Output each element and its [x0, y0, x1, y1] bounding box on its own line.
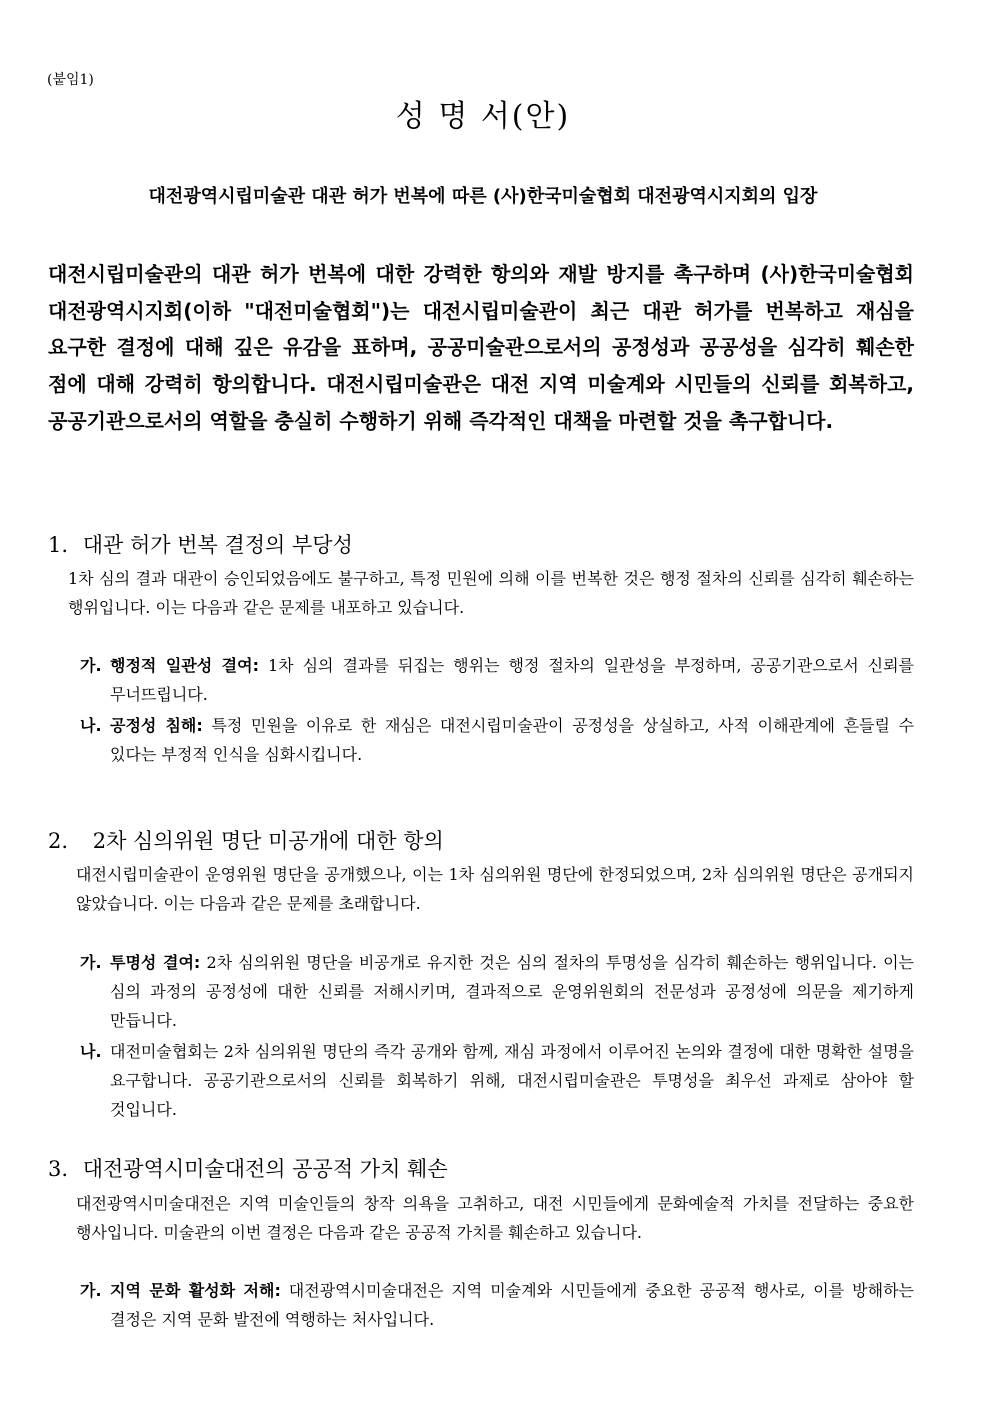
item-text: 특정 민원을 이유로 한 재심은 대전시립미술관이 공정성을 상실하고, 사적 이해관계에 흔들릴 수 있다는 부정적 인식을 심화시킵니다.: [110, 716, 915, 764]
section-3-title: 대전광역시미술대전의 공공적 가치 훼손: [82, 1157, 448, 1181]
section-2-item-1: [80, 948, 914, 1035]
item-marker: 가.: [80, 1281, 102, 1300]
section-1-heading: [48, 530, 353, 560]
section-2-item-2: [80, 1037, 914, 1124]
section-3-heading: [48, 1154, 448, 1184]
section-1-title: 대관 허가 번복 결정의 부당성: [82, 533, 353, 557]
section-2-number: 2.: [48, 829, 69, 853]
section-3-number: 3.: [48, 1157, 69, 1181]
document-subtitle: 대전광역시립미술관 대관 허가 번복에 따른 (사)한국미술협회 대전광역시지회의 입장: [148, 186, 818, 207]
section-2-title: 2차 심의위원 명단 미공개에 대한 항의: [92, 829, 444, 853]
section-1-item-2: [80, 711, 914, 769]
attachment-label: (붙임1): [47, 72, 94, 88]
item-text: 대전광역시미술대전은 지역 미술계와 시민들에게 중요한 공공적 행사로, 이를 방해하는 결정은 지역 문화 발전에 역행하는 처사입니다.: [110, 1281, 914, 1329]
intro-paragraph: 대전시립미술관의 대관 허가 번복에 대한 강력한 항의와 재발 방지를 촉구하며 (사)한국미술협회 대전광역시지회(이하 "대전미술협회")는 대전시립미술관이 최근 대관 허가를 번복하고 재심을 요구한 결정에 대해 깊은 유감을 표하며, 공공미술관으로서의 공정성과 공공성을 심각히 훼손한 점에 대해 강력히 항의합니다. 대전시립미술관은 대전 지역 미술계와 시민들의 신뢰를 회복하고, 공공기관으로서의 역할을 충실히 수행하기 위해 즉각적인 대책을 마련할 것을 촉구합니다.: [48, 262, 914, 433]
section-1-body: 1차 심의 결과 대관이 승인되었음에도 불구하고, 특정 민원에 의해 이를 번복한 것은 행정 절차의 신뢰를 심각히 훼손하는 행위입니다. 이는 다음과 같은 문제를 내포하고 있습니다.: [68, 569, 914, 617]
item-label: 공정성 침해:: [110, 716, 203, 735]
item-text: 2차 심의위원 명단을 비공개로 유지한 것은 심의 절차의 투명성을 심각히 훼손하는 행위입니다. 이는 심의 과정의 공정성에 대한 신뢰를 저해시키며, 결과적으로 운영위원회의 전문성과 공정성에 의문을 제기하게 만듭니다.: [110, 953, 915, 1030]
section-2-body: 대전시립미술관이 운영위원 명단을 공개했으나, 이는 1차 심의위원 명단에 한정되었으며, 2차 심의위원 명단은 공개되지 않았습니다. 이는 다음과 같은 문제를 초래합니다.: [76, 865, 914, 913]
item-text: 대전미술협회는 2차 심의위원 명단의 즉각 공개와 함께, 재심 과정에서 이루어진 논의와 결정에 대한 명확한 설명을 요구합니다. 공공기관으로서의 신뢰를 회복하기 위해, 대전시립미술관은 투명성을 최우선 과제로 삼아야 할 것입니다.: [110, 1042, 914, 1119]
item-marker: 가.: [80, 656, 102, 675]
item-label: 지역 문화 활성화 저해:: [110, 1281, 281, 1300]
item-label: 행정적 일관성 결여:: [110, 656, 259, 675]
item-label: 투명성 결여:: [110, 953, 201, 972]
document-title: 성 명 서(안): [395, 99, 571, 134]
section-3-item-1: [80, 1276, 914, 1334]
item-text: 1차 심의 결과를 뒤집는 행위는 행정 절차의 일관성을 부정하며, 공공기관으로서 신뢰를 무너뜨립니다.: [110, 656, 915, 704]
item-marker: 나.: [80, 716, 102, 735]
item-marker: 나.: [80, 1042, 102, 1061]
section-1-item-1: [80, 651, 914, 709]
section-3-body: 대전광역시미술대전은 지역 미술인들의 창작 의욕을 고취하고, 대전 시민들에게 문화예술적 가치를 전달하는 중요한 행사입니다. 미술관의 이번 결정은 다음과 같은 공공적 가치를 훼손하고 있습니다.: [76, 1194, 914, 1242]
section-2-heading: [48, 826, 444, 856]
item-marker: 가.: [80, 953, 102, 972]
section-1-number: 1.: [48, 533, 69, 557]
